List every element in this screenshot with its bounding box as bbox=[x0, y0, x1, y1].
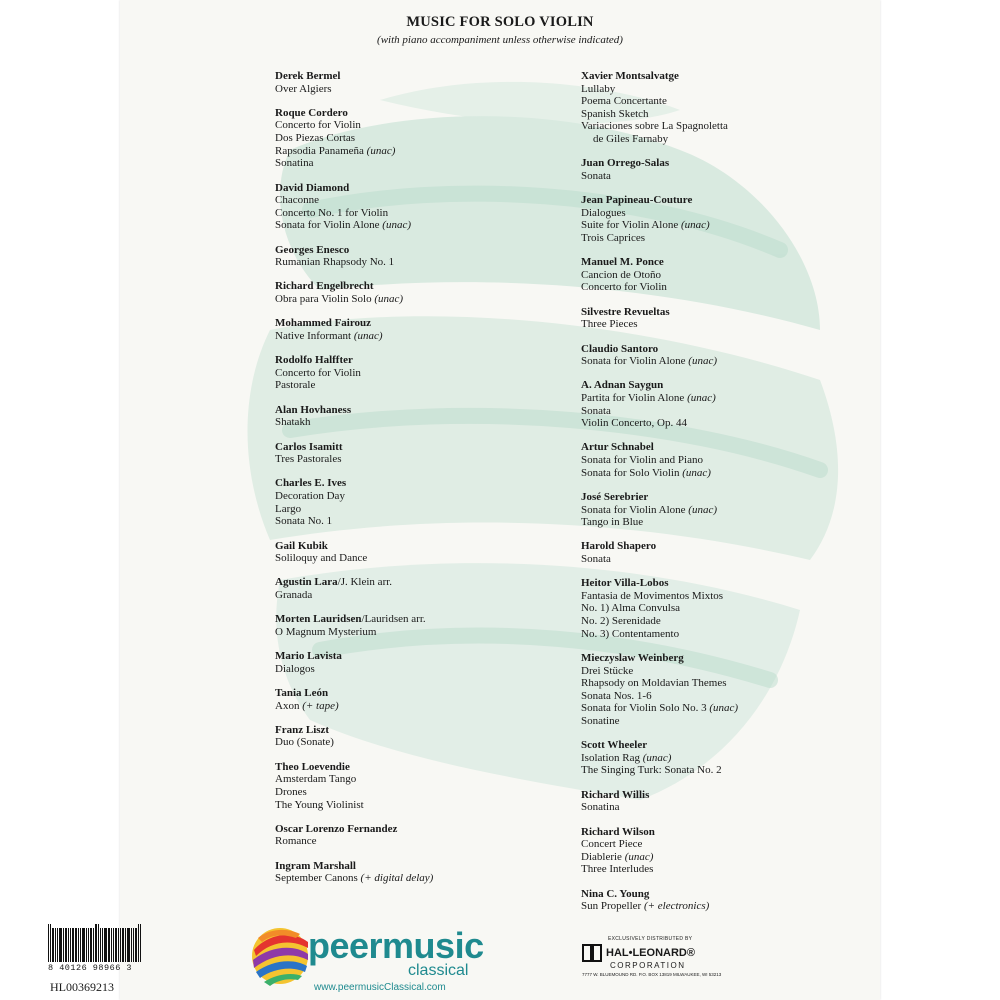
barcode-bar bbox=[55, 928, 56, 962]
work-title: September Canons (+ digital delay) bbox=[275, 872, 434, 885]
composer-name: Richard Willis bbox=[581, 788, 650, 801]
instrumentation-note: (unac) bbox=[353, 329, 383, 342]
composer-name: Tania León bbox=[275, 687, 329, 699]
work-title: Dialogues bbox=[581, 206, 626, 219]
catalog-entry bbox=[275, 823, 535, 848]
work-title: de Giles Farnaby bbox=[593, 132, 669, 145]
catalog-entry bbox=[581, 540, 841, 565]
catalog-entry bbox=[581, 194, 841, 244]
composer-name: David Diamond bbox=[275, 181, 350, 194]
composer-name: Manuel M. Ponce bbox=[581, 256, 664, 269]
barcode-bar bbox=[78, 928, 79, 962]
work-title: Sonata bbox=[581, 553, 611, 565]
barcode bbox=[48, 924, 156, 980]
work-title: Lullaby bbox=[581, 82, 616, 95]
work-title: Chaconne bbox=[275, 194, 319, 207]
work-title: Fantasia de Movimentos Mixtos bbox=[581, 589, 724, 602]
catalog-entry bbox=[581, 491, 841, 529]
composer-name: Richard Engelbrecht bbox=[275, 280, 374, 293]
barcode-bar bbox=[93, 928, 94, 962]
work-title: Sun Propeller (+ electronics) bbox=[581, 900, 710, 913]
work-title: No. 2) Serenidade bbox=[581, 615, 661, 628]
composer-line bbox=[275, 404, 535, 417]
composer-line bbox=[581, 540, 841, 553]
instrumentation-note: (unac) bbox=[688, 355, 718, 368]
catalog-entry bbox=[581, 888, 841, 913]
work-title: Partita for Violin Alone (unac) bbox=[581, 392, 716, 404]
work-title: Violin Concerto, Op. 44 bbox=[581, 417, 687, 430]
composer-name: Derek Bermel bbox=[275, 70, 341, 82]
catalog-entry bbox=[581, 157, 841, 182]
barcode-bar bbox=[100, 928, 101, 962]
work-title: Duo (Sonate) bbox=[275, 736, 334, 749]
composer-name: Jean Papineau-Couture bbox=[581, 194, 693, 207]
catalog-entry bbox=[275, 182, 535, 232]
work-title: Three Pieces bbox=[581, 318, 638, 331]
work-title: Soliloquy and Dance bbox=[275, 552, 368, 565]
composer-name: José Serebrier bbox=[581, 490, 649, 503]
composer-line bbox=[275, 280, 535, 293]
work-title: Rumanian Rhapsody No. 1 bbox=[275, 256, 395, 269]
barcode-bar bbox=[115, 928, 117, 962]
catalog-entry bbox=[275, 107, 535, 170]
composer-line bbox=[581, 441, 841, 454]
composer-name: Theo Loevendie bbox=[275, 760, 350, 773]
composer-name: Nina C. Young bbox=[581, 887, 650, 900]
barcode-bar bbox=[59, 928, 62, 962]
left-catalog-column bbox=[275, 70, 535, 897]
work-title: Sonata for Violin Alone (unac) bbox=[581, 503, 718, 516]
catalog-entry bbox=[275, 576, 535, 601]
composer-line bbox=[275, 576, 535, 589]
barcode-bar bbox=[140, 924, 141, 962]
composer-line bbox=[581, 652, 841, 665]
catalog-entry bbox=[275, 650, 535, 675]
work-title: Sonata No. 1 bbox=[275, 515, 333, 528]
publisher-subtitle: classical bbox=[408, 962, 469, 979]
composer-name: Alan Hovhaness bbox=[275, 403, 352, 416]
catalog-entry bbox=[275, 540, 535, 565]
composer-name: Charles E. Ives bbox=[275, 477, 347, 490]
instrumentation-note: (+ tape) bbox=[302, 699, 339, 712]
work-title: Axon (+ tape) bbox=[275, 699, 339, 712]
composer-line bbox=[275, 354, 535, 367]
composer-line bbox=[275, 182, 535, 195]
instrumentation-note: (unac) bbox=[709, 702, 739, 715]
work-title: Largo bbox=[275, 502, 302, 515]
work-title: Concerto for Violin bbox=[581, 281, 667, 294]
composer-line bbox=[275, 441, 535, 454]
work-title: Sonatina bbox=[275, 157, 314, 170]
barcode-bar bbox=[133, 928, 134, 962]
barcode-bar bbox=[118, 928, 119, 962]
arranger-credit: /J. Klein arr. bbox=[337, 576, 393, 589]
composer-line bbox=[581, 70, 841, 83]
catalog-entry bbox=[275, 860, 535, 885]
barcode-bar bbox=[127, 928, 130, 962]
catalog-entry bbox=[275, 280, 535, 305]
work-title: Tango in Blue bbox=[581, 516, 644, 529]
composer-name: Roque Cordero bbox=[275, 106, 348, 119]
work-title: Sonata for Violin Alone (unac) bbox=[275, 219, 412, 232]
catalog-entry bbox=[275, 613, 535, 638]
composer-name: Gail Kubik bbox=[275, 539, 328, 552]
work-title: Drei Stücke bbox=[581, 664, 634, 677]
composer-name: Mohammed Fairouz bbox=[275, 317, 372, 330]
catalog-entry bbox=[581, 789, 841, 814]
composer-line bbox=[275, 650, 535, 663]
instrumentation-note: (unac) bbox=[382, 219, 412, 232]
barcode-bar bbox=[50, 924, 51, 962]
barcode-bar bbox=[122, 928, 124, 962]
catalog-entry bbox=[581, 70, 841, 146]
composer-name: Claudio Santoro bbox=[581, 342, 659, 355]
work-title: Dos Piezas Cortas bbox=[275, 132, 356, 145]
back-cover bbox=[120, 0, 880, 1000]
work-title: Sonata for Violin Solo No. 3 (unac) bbox=[581, 702, 739, 715]
work-title: Poema Concertante bbox=[581, 95, 667, 108]
barcode-bar bbox=[88, 928, 89, 962]
hal-leonard-logo bbox=[582, 936, 742, 980]
barcode-bar bbox=[68, 928, 69, 962]
work-title: Concert Piece bbox=[581, 838, 643, 851]
work-title: Shatakh bbox=[275, 416, 311, 429]
work-title: Isolation Rag (unac) bbox=[581, 751, 672, 764]
catalog-entry bbox=[581, 739, 841, 777]
catalog-entry bbox=[581, 577, 841, 640]
composer-line bbox=[275, 477, 535, 490]
composer-name: Richard Wilson bbox=[581, 825, 655, 838]
composer-line bbox=[581, 306, 841, 319]
work-title: Amsterdam Tango bbox=[275, 773, 357, 786]
composer-name: Ingram Marshall bbox=[275, 859, 356, 872]
composer-name: Georges Enesco bbox=[275, 243, 350, 256]
distributor-name: HAL•LEONARD® bbox=[606, 947, 695, 959]
barcode-bar bbox=[70, 928, 71, 962]
catalog-entry bbox=[275, 687, 535, 712]
work-title: Diablerie (unac) bbox=[581, 850, 654, 863]
work-title: Drones bbox=[275, 785, 307, 798]
barcode-bars bbox=[48, 924, 156, 962]
barcode-bar bbox=[111, 928, 112, 962]
work-title: Concerto for Violin bbox=[275, 119, 361, 132]
hal-leonard-icon bbox=[582, 944, 602, 962]
work-title: Tres Pastorales bbox=[275, 453, 342, 466]
composer-line bbox=[581, 577, 841, 590]
composer-name: Carlos Isamitt bbox=[275, 440, 343, 453]
composer-name: Oscar Lorenzo Fernandez bbox=[275, 822, 398, 835]
composer-line bbox=[581, 888, 841, 901]
composer-line bbox=[275, 823, 535, 836]
composer-line bbox=[581, 256, 841, 269]
catalog-entry bbox=[581, 652, 841, 728]
page-title: MUSIC FOR SOLO VIOLIN bbox=[406, 14, 594, 30]
composer-name: Scott Wheeler bbox=[581, 739, 648, 752]
instrumentation-note: (unac) bbox=[374, 293, 404, 306]
catalog-entry bbox=[275, 244, 535, 269]
catalog-entry bbox=[275, 354, 535, 392]
barcode-bar bbox=[90, 928, 92, 962]
work-title: The Singing Turk: Sonata No. 2 bbox=[581, 764, 722, 777]
work-title: Decoration Day bbox=[275, 490, 345, 503]
composer-name: Juan Orrego-Salas bbox=[581, 157, 670, 170]
composer-line bbox=[581, 194, 841, 207]
work-title: Sonata for Solo Violin (unac) bbox=[581, 466, 711, 479]
catalog-entry bbox=[581, 826, 841, 876]
composer-line bbox=[275, 724, 535, 737]
barcode-bar bbox=[135, 928, 137, 962]
distributor-corporation: CORPORATION bbox=[610, 961, 686, 970]
barcode-bar bbox=[98, 924, 99, 962]
barcode-bar bbox=[86, 928, 87, 962]
composer-name: Xavier Montsalvatge bbox=[581, 70, 679, 82]
work-title: No. 1) Alma Convulsa bbox=[581, 602, 680, 615]
work-title: Sonatine bbox=[581, 714, 620, 727]
work-title: Sonata bbox=[581, 169, 611, 182]
right-catalog-column bbox=[581, 70, 841, 924]
instrumentation-note: (unac) bbox=[682, 466, 711, 479]
work-title: No. 3) Contentamento bbox=[581, 627, 680, 640]
barcode-bar bbox=[48, 924, 49, 962]
catalog-entry bbox=[581, 306, 841, 331]
barcode-bar bbox=[72, 928, 74, 962]
publisher-url: www.peermusicClassical.com bbox=[314, 982, 446, 993]
composer-line bbox=[275, 613, 535, 626]
barcode-digits: 8 40126 98966 3 bbox=[48, 963, 133, 973]
barcode-bar bbox=[80, 928, 81, 962]
composer-line bbox=[581, 826, 841, 839]
composer-line bbox=[275, 687, 535, 700]
instrumentation-note: (unac) bbox=[366, 144, 396, 157]
composer-line bbox=[275, 761, 535, 774]
work-title: Sonata bbox=[581, 404, 611, 417]
work-title: Sonatina bbox=[581, 801, 620, 814]
work-title: Granada bbox=[275, 588, 313, 601]
catalog-entry bbox=[275, 317, 535, 342]
composer-line bbox=[275, 540, 535, 553]
composer-line bbox=[275, 244, 535, 257]
composer-name: Franz Liszt bbox=[275, 723, 330, 736]
composer-name: Harold Shapero bbox=[581, 540, 657, 553]
catalog-entry bbox=[581, 343, 841, 368]
barcode-bar bbox=[95, 924, 97, 962]
work-title: The Young Violinist bbox=[275, 798, 364, 811]
work-title: Sonata Nos. 1-6 bbox=[581, 689, 652, 702]
composer-line bbox=[275, 70, 535, 83]
work-title: Romance bbox=[275, 835, 317, 848]
composer-line bbox=[275, 107, 535, 120]
composer-name: Morten Lauridsen bbox=[275, 613, 362, 626]
publisher-name: peermusic bbox=[308, 925, 484, 966]
barcode-bar bbox=[131, 928, 132, 962]
product-code: HL00369213 bbox=[50, 980, 114, 994]
composer-line bbox=[275, 860, 535, 873]
barcode-bar bbox=[82, 928, 85, 962]
composer-name: Silvestre Revueltas bbox=[581, 305, 670, 318]
work-title: Spanish Sketch bbox=[581, 107, 649, 120]
barcode-bar bbox=[57, 928, 58, 962]
work-title: O Magnum Mysterium bbox=[275, 625, 377, 638]
barcode-bar bbox=[113, 928, 114, 962]
work-title: Sonata for Violin Alone (unac) bbox=[581, 355, 718, 368]
catalog-entry bbox=[275, 761, 535, 811]
page-subtitle: (with piano accompaniment unless otherwise indicated) bbox=[377, 34, 623, 46]
composer-name: Heitor Villa-Lobos bbox=[581, 577, 669, 590]
barcode-bar bbox=[63, 928, 64, 962]
work-title: Trois Caprices bbox=[581, 231, 646, 244]
work-title: Variaciones sobre La Spagnoletta bbox=[581, 120, 728, 133]
catalog-entry bbox=[275, 477, 535, 527]
catalog-entry bbox=[275, 724, 535, 749]
work-title: Three Interludes bbox=[581, 863, 654, 876]
work-title: Obra para Violin Solo (unac) bbox=[275, 293, 404, 306]
barcode-bar bbox=[65, 928, 67, 962]
composer-line bbox=[581, 343, 841, 356]
work-title: Concerto No. 1 for Violin bbox=[275, 206, 389, 219]
distributor-line: EXCLUSIVELY DISTRIBUTED BY bbox=[608, 936, 693, 942]
composer-name: Mieczyslaw Weinberg bbox=[581, 651, 684, 664]
work-title: Concerto for Violin bbox=[275, 366, 361, 379]
work-title: Cancion de Otoño bbox=[581, 268, 662, 281]
composer-line bbox=[581, 739, 841, 752]
instrumentation-note: (+ electronics) bbox=[643, 900, 710, 913]
composer-name: Artur Schnabel bbox=[581, 441, 654, 454]
catalog-entry bbox=[581, 379, 841, 429]
instrumentation-note: (+ digital delay) bbox=[360, 872, 434, 885]
instrumentation-note: (unac) bbox=[642, 751, 672, 764]
instrumentation-note: (unac) bbox=[624, 850, 654, 863]
work-title: Over Algiers bbox=[275, 82, 332, 95]
catalog-entry bbox=[581, 256, 841, 294]
barcode-bar bbox=[125, 928, 126, 962]
composer-line bbox=[581, 157, 841, 170]
distributor-address: 7777 W. BLUEMOUND RD. P.O. BOX 13819 MILWAUKEE, WI 53213 bbox=[582, 972, 722, 977]
barcode-bar bbox=[104, 928, 107, 962]
barcode-bar bbox=[75, 928, 77, 962]
work-title: Rhapsody on Moldavian Themes bbox=[581, 677, 727, 690]
catalog-entry bbox=[275, 70, 535, 95]
barcode-bar bbox=[52, 928, 54, 962]
composer-name: Agustin Lara bbox=[275, 576, 338, 589]
instrumentation-note: (unac) bbox=[688, 503, 718, 516]
barcode-bar bbox=[102, 928, 103, 962]
composer-name: Rodolfo Halffter bbox=[275, 354, 353, 367]
catalog-entry bbox=[275, 441, 535, 466]
composer-line bbox=[581, 379, 841, 392]
work-title: Rapsodia Panameña (unac) bbox=[275, 144, 396, 157]
catalog-entry bbox=[581, 441, 841, 479]
arranger-credit: /Lauridsen arr. bbox=[361, 613, 426, 626]
composer-name: Mario Lavista bbox=[275, 650, 342, 663]
instrumentation-note: (unac) bbox=[687, 392, 716, 404]
barcode-bar bbox=[108, 928, 110, 962]
work-title: Pastorale bbox=[275, 379, 316, 392]
barcode-bar bbox=[138, 924, 139, 962]
work-title: Suite for Violin Alone (unac) bbox=[581, 219, 710, 232]
composer-name: A. Adnan Saygun bbox=[581, 379, 664, 392]
work-title: Dialogos bbox=[275, 662, 315, 675]
composer-line bbox=[581, 491, 841, 504]
composer-line bbox=[581, 789, 841, 802]
barcode-bar bbox=[120, 928, 121, 962]
catalog-entry bbox=[275, 404, 535, 429]
composer-line bbox=[275, 317, 535, 330]
instrumentation-note: (unac) bbox=[680, 219, 710, 232]
work-title: Native Informant (unac) bbox=[275, 329, 383, 342]
work-title: Sonata for Violin and Piano bbox=[581, 454, 703, 467]
